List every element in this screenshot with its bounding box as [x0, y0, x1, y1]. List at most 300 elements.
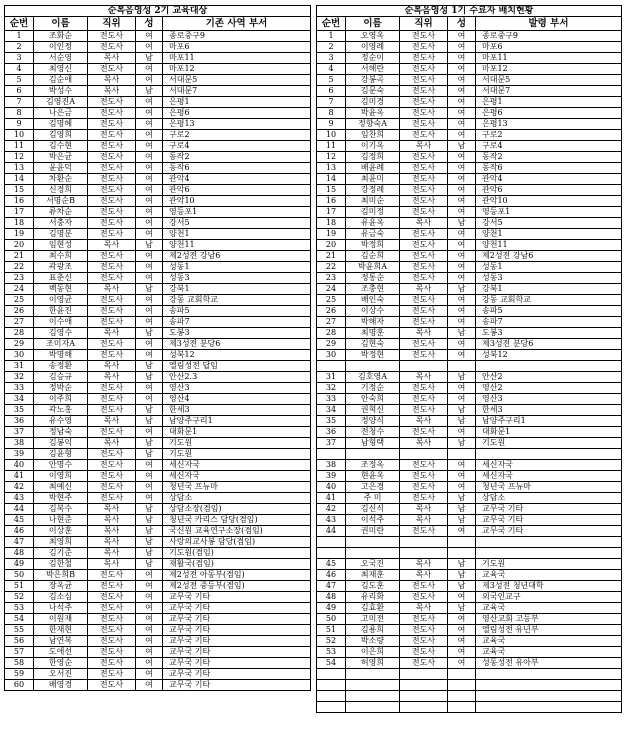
cell-position: 전도사 — [400, 614, 448, 625]
cell-department: 마포12 — [476, 64, 622, 75]
cell-department: 제2성전 강남6 — [163, 251, 311, 262]
cell-name: 류차순 — [34, 207, 88, 218]
cell-number: 8 — [5, 108, 34, 119]
cell-position: 목사 — [400, 218, 448, 229]
cell-gender: 여 — [136, 482, 163, 493]
cell-position: 전도사 — [400, 229, 448, 240]
cell-position: 전도사 — [400, 339, 448, 350]
cell-number: 51 — [317, 625, 346, 636]
cell-department — [476, 537, 622, 548]
table-header-row — [5, 17, 311, 31]
cell-position: 목사 — [400, 416, 448, 427]
cell-gender: 여 — [448, 240, 476, 251]
cell-department: 상담소 — [476, 493, 622, 504]
cell-gender: 여 — [136, 383, 163, 394]
cell-gender: 여 — [448, 339, 476, 350]
table-row — [317, 625, 622, 636]
cell-position: 전도사 — [400, 306, 448, 317]
table-row — [5, 614, 311, 625]
cell-number: 39 — [317, 471, 346, 482]
cell-number: 60 — [5, 680, 34, 691]
cell-department: 마포11 — [163, 53, 311, 64]
cell-number: 44 — [5, 504, 34, 515]
table-header-row — [317, 17, 622, 31]
table-row — [317, 207, 622, 218]
cell-name: 박정희 — [346, 240, 400, 251]
cell-department: 교무국 기타 — [163, 614, 311, 625]
cell-name: 서해란 — [346, 64, 400, 75]
cell-gender: 여 — [136, 152, 163, 163]
cell-gender: 여 — [448, 350, 476, 361]
cell-number: 25 — [5, 295, 34, 306]
cell-department: 도봉3 — [163, 328, 311, 339]
cell-number: 55 — [5, 625, 34, 636]
table-row — [317, 174, 622, 185]
cell-name: 고미전 — [346, 614, 400, 625]
cell-position: 전도사 — [88, 603, 136, 614]
table-row — [5, 559, 311, 570]
cell-gender: 여 — [448, 306, 476, 317]
cell-gender: 여 — [136, 647, 163, 658]
cell-department: 기도원 — [476, 559, 622, 570]
cell-name: 김문숙 — [346, 86, 400, 97]
cell-department: 교무국 기타 — [476, 504, 622, 515]
table-row — [5, 394, 311, 405]
cell-number: 56 — [5, 636, 34, 647]
cell-gender: 여 — [448, 130, 476, 141]
cell-name: 이석주 — [346, 515, 400, 526]
cell-number: 34 — [5, 394, 34, 405]
cell-number — [317, 669, 346, 680]
cell-gender: 여 — [136, 394, 163, 405]
cell-name: 유수영 — [34, 416, 88, 427]
table-row — [317, 284, 622, 295]
cell-name: 강정례 — [346, 185, 400, 196]
table-row — [5, 658, 311, 669]
cell-position: 전도사 — [400, 108, 448, 119]
cell-number: 11 — [5, 141, 34, 152]
cell-position: 전도사 — [88, 449, 136, 460]
cell-name — [346, 691, 400, 702]
cell-gender: 여 — [448, 460, 476, 471]
cell-position: 전도사 — [400, 31, 448, 42]
cell-number: 33 — [317, 394, 346, 405]
cell-department: 상담소장(겸임) — [163, 504, 311, 515]
cell-position: 전도사 — [88, 350, 136, 361]
cell-gender: 남 — [136, 53, 163, 64]
cell-position: 전도사 — [400, 75, 448, 86]
table-row — [5, 130, 311, 141]
cell-position: 전도사 — [400, 471, 448, 482]
cell-number: 24 — [317, 284, 346, 295]
cell-name: 최영신 — [34, 64, 88, 75]
table-row — [317, 339, 622, 350]
table-row — [5, 273, 311, 284]
col-department-header: 발령 부서 — [476, 17, 622, 31]
cell-department: 남양주구리1 — [163, 416, 311, 427]
cell-name: 박현주 — [34, 493, 88, 504]
cell-department: 안산2 — [476, 372, 622, 383]
cell-number: 19 — [317, 229, 346, 240]
cell-number: 53 — [5, 603, 34, 614]
cell-gender: 남 — [136, 504, 163, 515]
cell-gender: 남 — [448, 438, 476, 449]
cell-gender: 여 — [136, 295, 163, 306]
cell-number: 31 — [5, 361, 34, 372]
cell-name: 김수현 — [34, 141, 88, 152]
table-row — [5, 361, 311, 372]
cell-position: 목사 — [88, 86, 136, 97]
cell-number: 22 — [317, 262, 346, 273]
cell-department: 교육국 — [476, 570, 622, 581]
cell-gender: 남 — [136, 86, 163, 97]
cell-name: 전청수 — [346, 427, 400, 438]
cell-number: 38 — [5, 438, 34, 449]
table-row — [317, 273, 622, 284]
cell-number: 58 — [5, 658, 34, 669]
cell-number: 26 — [317, 306, 346, 317]
cell-position: 목사 — [400, 328, 448, 339]
cell-position: 전도사 — [88, 669, 136, 680]
table-row — [317, 251, 622, 262]
cell-name: 박정현 — [346, 350, 400, 361]
cell-name: 정향숙A — [346, 119, 400, 130]
cell-department: 세신자국 — [163, 471, 311, 482]
cell-number: 50 — [5, 570, 34, 581]
cell-name: 조충현 — [346, 284, 400, 295]
cell-position: 전도사 — [88, 42, 136, 53]
cell-number: 12 — [317, 152, 346, 163]
cell-name: 최재훈 — [346, 570, 400, 581]
cell-gender: 남 — [448, 515, 476, 526]
cell-position: 전도사 — [400, 482, 448, 493]
cell-name: 최예신 — [34, 482, 88, 493]
cell-number: 18 — [317, 218, 346, 229]
cell-gender: 여 — [136, 603, 163, 614]
cell-position: 목사 — [400, 504, 448, 515]
cell-number: 46 — [5, 526, 34, 537]
cell-gender: 여 — [136, 130, 163, 141]
cell-department: 청년국 카리스 담당(겸임) — [163, 515, 311, 526]
cell-number: 20 — [5, 240, 34, 251]
cell-gender: 여 — [448, 383, 476, 394]
table-row — [5, 449, 311, 460]
cell-name: 정박순 — [34, 383, 88, 394]
cell-number: 17 — [5, 207, 34, 218]
cell-department — [476, 361, 622, 372]
cell-position: 전도사 — [88, 460, 136, 471]
table-row — [317, 383, 622, 394]
cell-gender: 남 — [448, 603, 476, 614]
cell-gender: 여 — [448, 295, 476, 306]
cell-position: 목사 — [88, 361, 136, 372]
table-row — [5, 262, 311, 273]
cell-department: 교무국 기타 — [476, 526, 622, 537]
table-row — [317, 86, 622, 97]
cell-name: 김명분 — [34, 229, 88, 240]
cell-name: 고은경 — [346, 482, 400, 493]
cell-department: 서대문7 — [476, 86, 622, 97]
cell-gender — [448, 449, 476, 460]
table-row — [5, 372, 311, 383]
table-row — [5, 427, 311, 438]
col-number-header: 순번 — [317, 17, 346, 31]
placement-status-table — [316, 5, 622, 713]
cell-number: 45 — [317, 559, 346, 570]
cell-number: 18 — [5, 218, 34, 229]
table-row — [317, 581, 622, 592]
cell-number — [317, 680, 346, 691]
table-row — [5, 64, 311, 75]
cell-number: 40 — [5, 460, 34, 471]
cell-position — [400, 680, 448, 691]
cell-department: 성동3 — [163, 273, 311, 284]
table-row — [5, 669, 311, 680]
cell-position: 전도사 — [400, 526, 448, 537]
col-gender-header: 성 — [448, 17, 476, 31]
cell-number: 32 — [317, 383, 346, 394]
cell-name: 신경희 — [34, 185, 88, 196]
education-target-table — [4, 5, 311, 691]
cell-gender: 남 — [136, 372, 163, 383]
cell-number: 4 — [317, 64, 346, 75]
table-row — [317, 515, 622, 526]
cell-department — [476, 669, 622, 680]
cell-number: 54 — [317, 658, 346, 669]
cell-number: 45 — [5, 515, 34, 526]
cell-gender: 여 — [136, 97, 163, 108]
cell-number: 19 — [5, 229, 34, 240]
cell-name: 김승규 — [34, 372, 88, 383]
cell-gender — [448, 680, 476, 691]
cell-gender: 남 — [136, 328, 163, 339]
cell-position — [400, 691, 448, 702]
cell-department: 도봉3 — [476, 328, 622, 339]
cell-number: 28 — [317, 328, 346, 339]
cell-position: 전도사 — [400, 53, 448, 64]
cell-department: 은평1 — [476, 97, 622, 108]
table-row — [5, 592, 311, 603]
col-position-header: 직위 — [88, 17, 136, 31]
table-row — [317, 317, 622, 328]
col-name-header: 이름 — [34, 17, 88, 31]
cell-department: 종로중구9 — [476, 31, 622, 42]
cell-name: 임찬희 — [346, 130, 400, 141]
table-row — [317, 75, 622, 86]
cell-gender: 남 — [448, 328, 476, 339]
table-row — [5, 284, 311, 295]
cell-name: 김영진A — [34, 97, 88, 108]
col-gender-header: 성 — [136, 17, 163, 31]
cell-department: 서대문5 — [476, 75, 622, 86]
table-title-row — [5, 6, 311, 17]
cell-gender: 여 — [136, 141, 163, 152]
cell-department: 양천1 — [163, 229, 311, 240]
cell-number: 26 — [5, 306, 34, 317]
cell-gender — [448, 548, 476, 559]
table-row — [5, 647, 311, 658]
cell-gender: 남 — [136, 361, 163, 372]
table-row — [317, 53, 622, 64]
cell-number: 41 — [5, 471, 34, 482]
cell-name: 이영례 — [346, 42, 400, 53]
cell-name: 도애선 — [34, 647, 88, 658]
table-row — [317, 614, 622, 625]
table-row — [5, 97, 311, 108]
cell-gender: 여 — [136, 163, 163, 174]
col-position-header: 직위 — [400, 17, 448, 31]
table-row — [5, 207, 311, 218]
cell-gender: 여 — [448, 196, 476, 207]
cell-department: 기도원 — [476, 438, 622, 449]
cell-position: 전도사 — [400, 394, 448, 405]
cell-position: 전도사 — [400, 86, 448, 97]
cell-name: 기정순 — [346, 383, 400, 394]
table-row — [5, 295, 311, 306]
cell-position — [400, 449, 448, 460]
cell-department: 동작2 — [163, 152, 311, 163]
cell-number: 35 — [5, 405, 34, 416]
cell-department: 송파5 — [476, 306, 622, 317]
cell-gender: 여 — [448, 636, 476, 647]
cell-department: 은평1 — [163, 97, 311, 108]
cell-gender: 남 — [136, 284, 163, 295]
table-row — [317, 482, 622, 493]
cell-department: 송파5 — [163, 306, 311, 317]
cell-name — [346, 548, 400, 559]
cell-position: 전도사 — [400, 42, 448, 53]
cell-name: 이수애 — [34, 317, 88, 328]
table-row — [5, 53, 311, 64]
cell-gender: 남 — [448, 416, 476, 427]
cell-position: 전도사 — [88, 130, 136, 141]
cell-department: 교무국 기타 — [163, 636, 311, 647]
table-row — [5, 526, 311, 537]
cell-gender: 여 — [448, 31, 476, 42]
cell-position: 목사 — [88, 416, 136, 427]
cell-gender — [448, 361, 476, 372]
cell-gender: 여 — [448, 174, 476, 185]
cell-number: 29 — [317, 339, 346, 350]
cell-department: 교무국 기타 — [163, 592, 311, 603]
cell-name: 나은금 — [34, 108, 88, 119]
table-row — [317, 97, 622, 108]
cell-department: 안산2.3 — [163, 372, 311, 383]
cell-department: 청년국 프뉴마 — [476, 482, 622, 493]
cell-gender: 여 — [136, 119, 163, 130]
cell-gender: 여 — [136, 493, 163, 504]
table-row — [317, 31, 622, 42]
cell-department: 구로2 — [476, 130, 622, 141]
table-row — [317, 658, 622, 669]
table-row — [5, 251, 311, 262]
table-row — [5, 218, 311, 229]
cell-name: 서충자 — [34, 218, 88, 229]
cell-gender: 여 — [448, 262, 476, 273]
cell-name: 김명혜 — [34, 119, 88, 130]
cell-name: 최미순 — [346, 196, 400, 207]
cell-name: 유리화 — [346, 592, 400, 603]
cell-position: 전도사 — [88, 196, 136, 207]
cell-position: 전도사 — [88, 394, 136, 405]
table-row — [317, 504, 622, 515]
cell-gender: 남 — [448, 218, 476, 229]
cell-number: 23 — [317, 273, 346, 284]
cell-position: 전도사 — [400, 427, 448, 438]
col-department-header: 기존 사역 부서 — [163, 17, 311, 31]
cell-gender: 여 — [136, 581, 163, 592]
cell-position: 전도사 — [88, 614, 136, 625]
cell-position: 전도사 — [400, 647, 448, 658]
cell-number: 37 — [317, 438, 346, 449]
table-row — [317, 603, 622, 614]
table-row — [5, 603, 311, 614]
cell-gender: 남 — [136, 449, 163, 460]
cell-gender: 여 — [136, 614, 163, 625]
cell-position: 전도사 — [88, 317, 136, 328]
cell-gender: 여 — [448, 185, 476, 196]
cell-name: 이상훈 — [34, 526, 88, 537]
cell-name: 박은균 — [34, 152, 88, 163]
cell-department: 강북1 — [476, 284, 622, 295]
cell-gender: 여 — [136, 75, 163, 86]
cell-position: 전도사 — [400, 383, 448, 394]
cell-gender: 여 — [448, 251, 476, 262]
cell-department: 기도원 — [163, 438, 311, 449]
table-row — [317, 669, 622, 680]
cell-number: 41 — [317, 493, 346, 504]
cell-gender: 남 — [136, 515, 163, 526]
cell-position: 전도사 — [400, 405, 448, 416]
table-row — [317, 152, 622, 163]
cell-gender: 여 — [136, 207, 163, 218]
table-row — [5, 163, 311, 174]
table-row — [317, 141, 622, 152]
cell-department: 한세3 — [163, 405, 311, 416]
cell-number: 12 — [5, 152, 34, 163]
cell-number: 37 — [5, 427, 34, 438]
cell-name: 안숙희 — [346, 394, 400, 405]
table-title-row — [317, 6, 622, 17]
cell-name: 배윤례 — [346, 163, 400, 174]
cell-name: 김한철 — [34, 559, 88, 570]
cell-gender: 여 — [448, 75, 476, 86]
cell-department: 세신자국 — [476, 460, 622, 471]
cell-number: 54 — [5, 614, 34, 625]
table-row — [5, 537, 311, 548]
cell-name: 최영희 — [34, 537, 88, 548]
cell-name: 김현숙 — [346, 339, 400, 350]
cell-position: 전도사 — [88, 141, 136, 152]
cell-department — [476, 680, 622, 691]
cell-number: 16 — [317, 196, 346, 207]
cell-name: 김기준 — [34, 548, 88, 559]
cell-number: 27 — [5, 317, 34, 328]
cell-position — [400, 537, 448, 548]
cell-position: 전도사 — [88, 207, 136, 218]
cell-name: 유금숙 — [346, 229, 400, 240]
cell-department: 성북12 — [476, 350, 622, 361]
cell-name: 허영희 — [346, 658, 400, 669]
cell-name: 나석주 — [34, 603, 88, 614]
cell-department: 성동1 — [476, 262, 622, 273]
cell-department: 대화문1 — [163, 427, 311, 438]
cell-department: 양천1 — [476, 229, 622, 240]
cell-department: 청년국 프뉴마 — [163, 482, 311, 493]
cell-department: 엘림성전 유년부 — [476, 625, 622, 636]
cell-gender: 여 — [448, 625, 476, 636]
cell-department: 서대문5 — [163, 75, 311, 86]
